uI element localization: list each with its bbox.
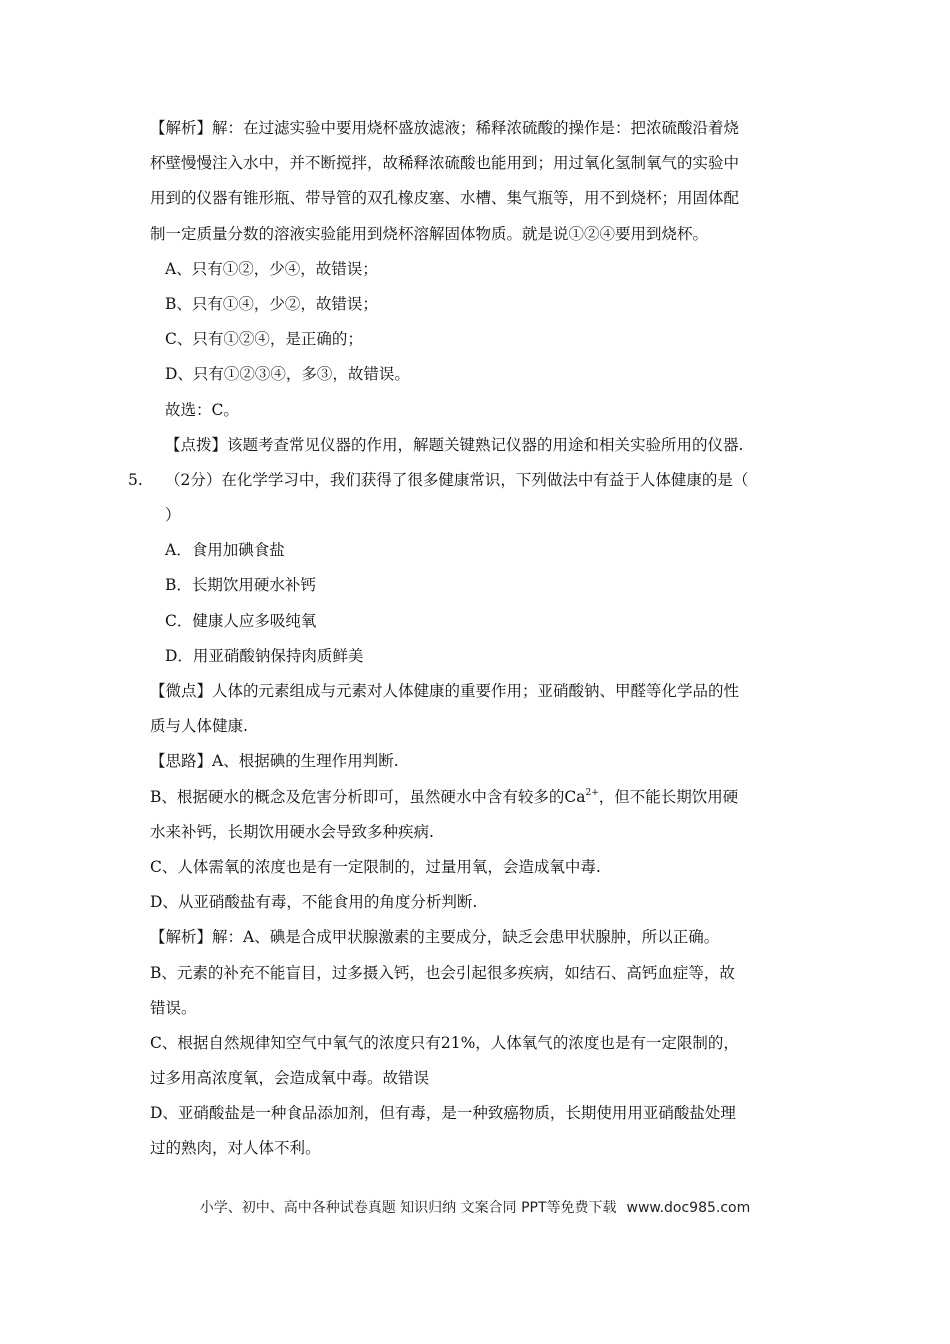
option-line: B．长期饮用硬水补钙 [165,576,316,595]
text-segment: B、根据硬水的概念及危害分析即可，虽然硬水中含有较多的Ca [150,787,586,806]
page-footer [0,1197,950,1217]
question-stem [128,463,810,498]
question-stem-cont: ） [165,506,181,525]
text-line: 过的熟肉，对人体不利。 [150,1139,321,1158]
question-number: 5. [128,470,143,489]
text-line: 过多用高浓度氧，会造成氧中毒。故错误 [150,1069,430,1088]
text-line: 质与人体健康. [150,717,248,736]
option-line: 故选：C。 [165,400,239,419]
option-line: B、只有①④，少②，故错误； [165,294,378,313]
option-line: A、只有①②，少④，故错误； [165,259,378,278]
text-line: C、根据自然规律知空气中氧气的浓度只有21%，人体氧气的浓度也是有一定限制的， [150,1033,739,1052]
option-line: D、只有①②③④，多③，故错误。 [165,365,410,384]
text-line: B、元素的补充不能盲目，过多摄入钙，也会引起很多疾病，如结石、高钙血症等，故 [150,963,735,982]
text-segment: ，但不能长期饮用硬 [598,787,739,806]
text-line: 用到的仪器有锥形瓶、带导管的双孔橡皮塞、水槽、集气瓶等，用不到烧杯；用固体配 [150,189,740,208]
option-line: C、只有①②④，是正确的； [165,330,363,349]
text-line: 水来补钙，长期饮用硬水会导致多种疾病. [150,822,434,841]
text-line: 【解析】解：A、碘是合成甲状腺激素的主要成分，缺乏会患甲状腺肿，所以正确。 [150,928,720,947]
question-text: （2分）在化学学习中，我们获得了很多健康常识，下列做法中有益于人体健康的是（ [165,470,749,489]
document-body [128,111,810,1167]
text-line: 错误。 [150,998,197,1017]
text-line: 【微点】人体的元素组成与元素对人体健康的重要作用；亚硝酸钠、甲醛等化学品的性 [150,682,740,700]
text-line: 【思路】A、根据碘的生理作用判断. [150,752,399,771]
text-line: 杯壁慢慢注入水中，并不断搅拌，故稀释浓硫酸也能用到；用过氧化氢制氧气的实验中 [150,154,740,173]
text-line [150,780,810,815]
option-line: D．用亚硝酸钠保持肉质鲜美 [165,646,364,665]
ion-charge: 2+ [585,787,599,798]
text-line: C、人体需氧的浓度也是有一定限制的，过量用氧，会造成氧中毒. [150,857,601,876]
text-line: D、从亚硝酸盐有毒，不能食用的角度分析判断. [150,893,478,912]
text-line: D、亚硝酸盐是一种食品添加剂，但有毒，是一种致癌物质，长期使用用亚硝酸盐处理 [150,1104,736,1123]
footer-url: www.doc985.com [626,1200,751,1216]
text-line: 制一定质量分数的溶液实验能用到烧杯溶解固体物质。就是说①②④要用到烧杯。 [150,224,709,243]
footer-text: 小学、初中、高中各种试卷真题 知识归纳 文案合同 PPT等免费下载 [199,1200,617,1216]
option-line: A．食用加碘食盐 [165,541,285,560]
option-line: 【点拨】该题考查常见仪器的作用，解题关键熟记仪器的用途和相关实验所用的仪器. [165,435,744,454]
text-line: 【解析】解：在过滤实验中要用烧杯盛放滤液；稀释浓硫酸的操作是：把浓硫酸沿着烧 [150,119,740,137]
option-line: C．健康人应多吸纯氧 [165,611,317,630]
